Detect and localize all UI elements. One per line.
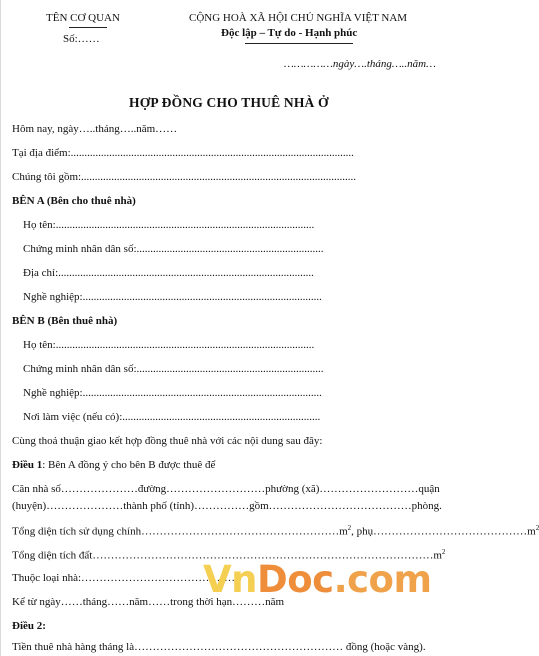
- country-name: CỘNG HOÀ XÃ HỘI CHỦ NGHĨA VIỆT NAM: [189, 12, 408, 24]
- article-2-label: Điều 2:: [12, 620, 46, 632]
- land-area-sup: 2: [441, 548, 446, 556]
- party-a-address: Địa chỉ:.............................................................................................: [23, 267, 314, 279]
- agency-name: TÊN CƠ QUAN: [46, 12, 120, 24]
- party-a-name: Họ tên:..............................................................................................: [23, 219, 315, 231]
- agreement-line: Cùng thoả thuận giao kết hợp đồng thuê nhà với các nội dung sau đây:: [12, 435, 323, 447]
- document-title: HỢP ĐỒNG CHO THUÊ NHÀ Ở: [129, 95, 329, 110]
- document-number: Số:……: [63, 33, 100, 45]
- agency-underline: [69, 27, 107, 28]
- usable-area-sup: 2: [347, 524, 352, 532]
- article-1-line: [12, 459, 215, 471]
- party-b-heading: BÊN B (Bên thuê nhà): [12, 315, 118, 327]
- motto-underline: [245, 43, 353, 44]
- article-1-term: Kể từ ngày……tháng……năm……trong thời hạn………năm: [12, 596, 285, 608]
- party-b-job: Nghề nghiệp:.......................................................................................: [23, 387, 322, 399]
- land-area-text: Tổng diện tích đất…………………………………………………………………………………m: [12, 549, 442, 562]
- intro-parties: Chúng tôi gồm:....................................................................................................: [12, 171, 357, 183]
- article-2-rent: Tiền thuê nhà hàng tháng là………………………………………………… đồng (hoặc vàng).: [12, 641, 426, 653]
- watermark-part-doc: Doc: [256, 558, 334, 601]
- party-a-id: Chứng minh nhân dân số:....................................................................: [23, 243, 324, 255]
- intro-date: Hôm nay, ngày…..tháng…..năm……: [12, 123, 178, 135]
- intro-place: Tại địa điểm:.......................................................................................................: [12, 147, 354, 159]
- party-b-id: Chứng minh nhân dân số:....................................................................: [23, 363, 324, 375]
- usable-area-main: Tổng diện tích sử dụng chính………………………………………………m: [12, 525, 348, 538]
- watermark-part-com: .com: [333, 558, 432, 601]
- motto: Độc lập – Tự do - Hạnh phúc: [221, 27, 358, 39]
- party-a-job: Nghề nghiệp:.......................................................................................: [23, 291, 322, 303]
- usable-area-secondary: , phụ……………………………………m: [351, 525, 536, 538]
- article-1-house-type: Thuộc loại nhà:……………………………………: [12, 572, 236, 584]
- watermark-part-vn: Vn: [203, 558, 257, 601]
- article-1-district: (huyện)…………………thành phố (tỉnh)……………gồm…………………………………phòng.: [12, 500, 442, 512]
- party-b-workplace: Nơi làm việc (nếu có):........................................................................: [23, 411, 321, 423]
- vndoc-watermark-logo: [203, 558, 432, 601]
- party-b-name: Họ tên:..............................................................................................: [23, 339, 315, 351]
- date-line: ……………ngày….tháng…..năm…: [284, 58, 436, 70]
- article-1-house: Căn nhà số…………………đường………………………phường (xã)………………………quận: [12, 483, 440, 495]
- article-1-label: Điều 1: [12, 459, 43, 471]
- article-1-text: : Bên A đồng ý cho bên B được thuê để: [42, 459, 216, 471]
- party-a-heading: BÊN A (Bên cho thuê nhà): [12, 195, 136, 207]
- usable-area-sup-2: 2: [535, 524, 539, 532]
